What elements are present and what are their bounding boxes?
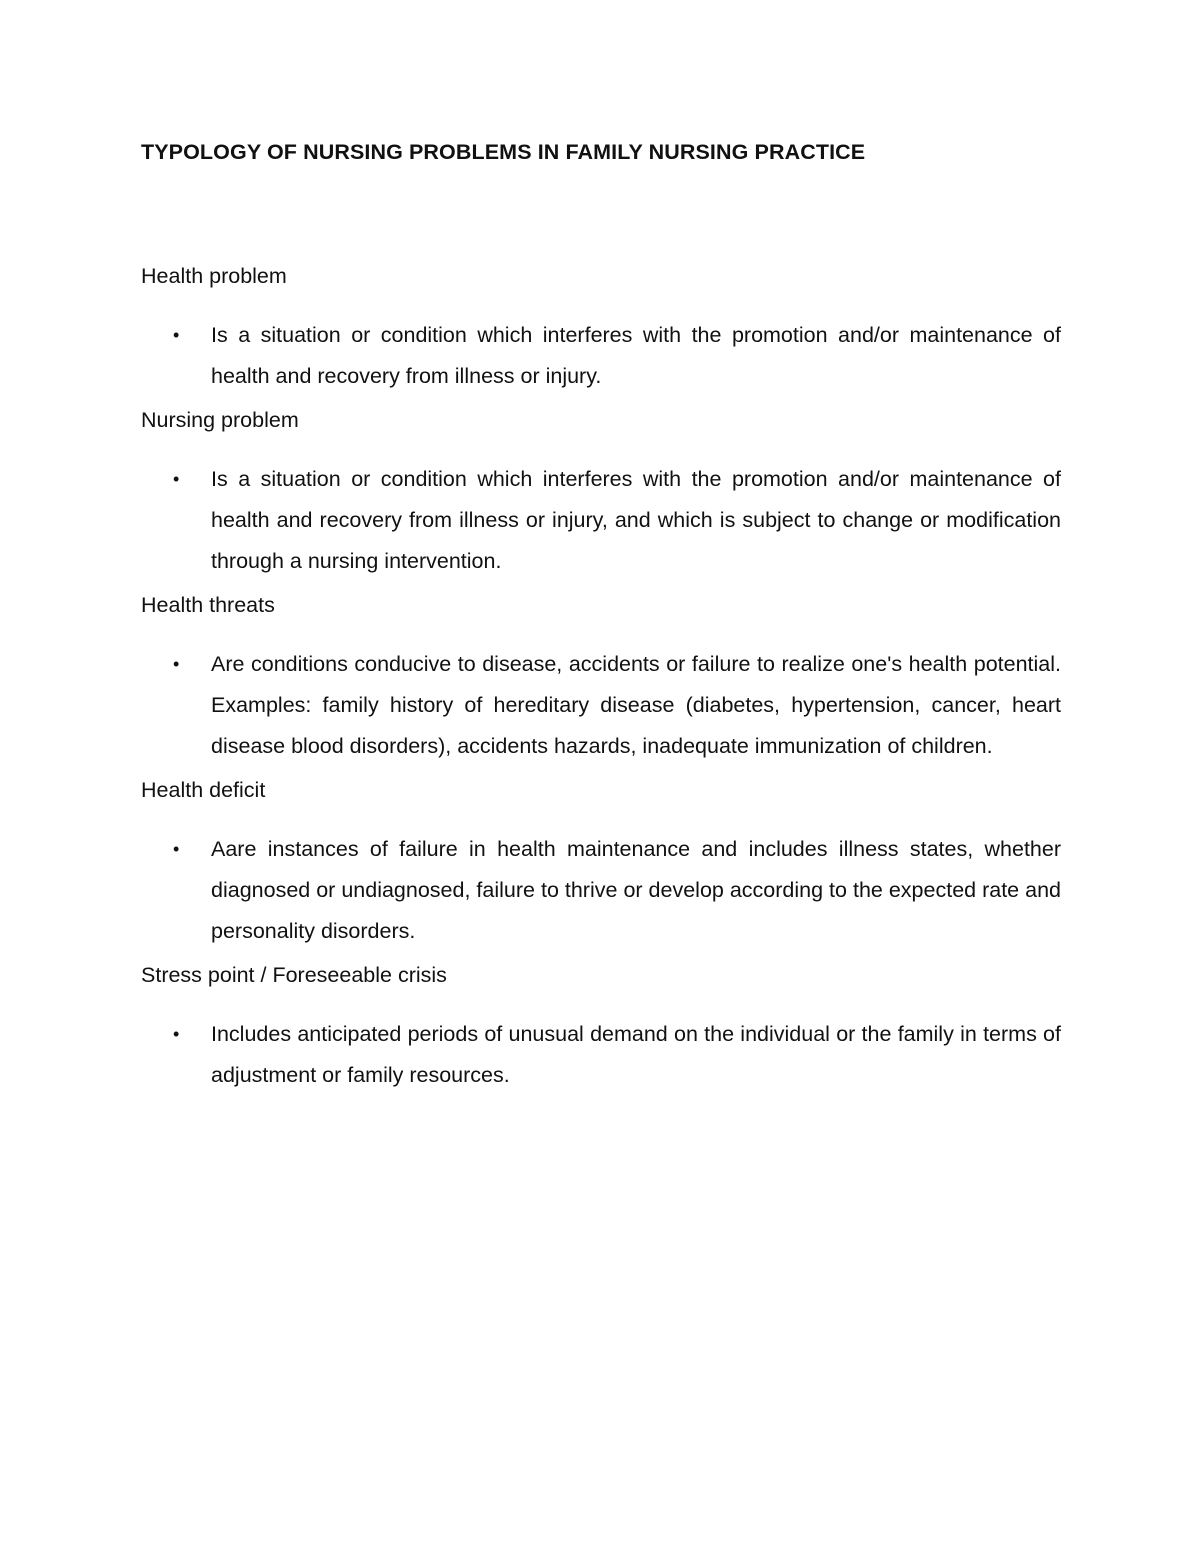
list-item — [141, 315, 1061, 397]
document-title: TYPOLOGY OF NURSING PROBLEMS IN FAMILY NURSING PRACTICE — [141, 140, 866, 164]
section-health-problem — [141, 261, 1061, 405]
list-item-text: Aare instances of failure in health maintenance and includes illness states, whether diagnosed or undiagnosed, failure to thrive or develop according to the expected rate and personality disorders. — [211, 837, 1061, 943]
section-nursing-problem — [141, 405, 1061, 590]
bullet-list — [141, 467, 1061, 590]
list-item-text: Includes anticipated periods of unusual demand on the individual or the family in terms of adjustment or family resources. — [211, 1022, 1061, 1087]
list-item — [141, 644, 1061, 767]
bullet-icon: • — [173, 654, 180, 674]
section-heading: Health problem — [141, 264, 287, 288]
bullet-icon: • — [173, 1024, 180, 1044]
list-item-text: Is a situation or condition which interferes with the promotion and/or maintenance of health and recovery from illness or injury. — [211, 323, 1061, 388]
list-item-text: Are conditions conducive to disease, accidents or failure to realize one's health potential. Examples: family history of hereditary disease (diabetes, hypertension, cancer, heart disease blood disorders), accidents hazards, inadequate immunization of children. — [211, 652, 1061, 758]
section-heading: Nursing problem — [141, 408, 299, 432]
section-heading: Health threats — [141, 593, 275, 617]
bullet-icon: • — [173, 839, 180, 859]
list-item — [141, 459, 1061, 582]
bullet-icon: • — [173, 469, 180, 489]
section-health-threats — [141, 590, 1061, 775]
section-health-deficit — [141, 775, 1061, 960]
document-body — [141, 261, 1061, 1104]
bullet-list — [141, 1022, 1061, 1104]
list-item-text: Is a situation or condition which interferes with the promotion and/or maintenance of health and recovery from illness or injury, and which is subject to change or modification through a nursing intervention. — [211, 467, 1061, 573]
list-item — [141, 1014, 1061, 1096]
bullet-list — [141, 323, 1061, 405]
section-heading: Health deficit — [141, 778, 266, 802]
list-item — [141, 829, 1061, 952]
section-heading: Stress point / Foreseeable crisis — [141, 963, 447, 987]
bullet-icon: • — [173, 325, 180, 345]
bullet-list — [141, 652, 1061, 775]
section-stress-point — [141, 960, 1061, 1104]
bullet-list — [141, 837, 1061, 960]
